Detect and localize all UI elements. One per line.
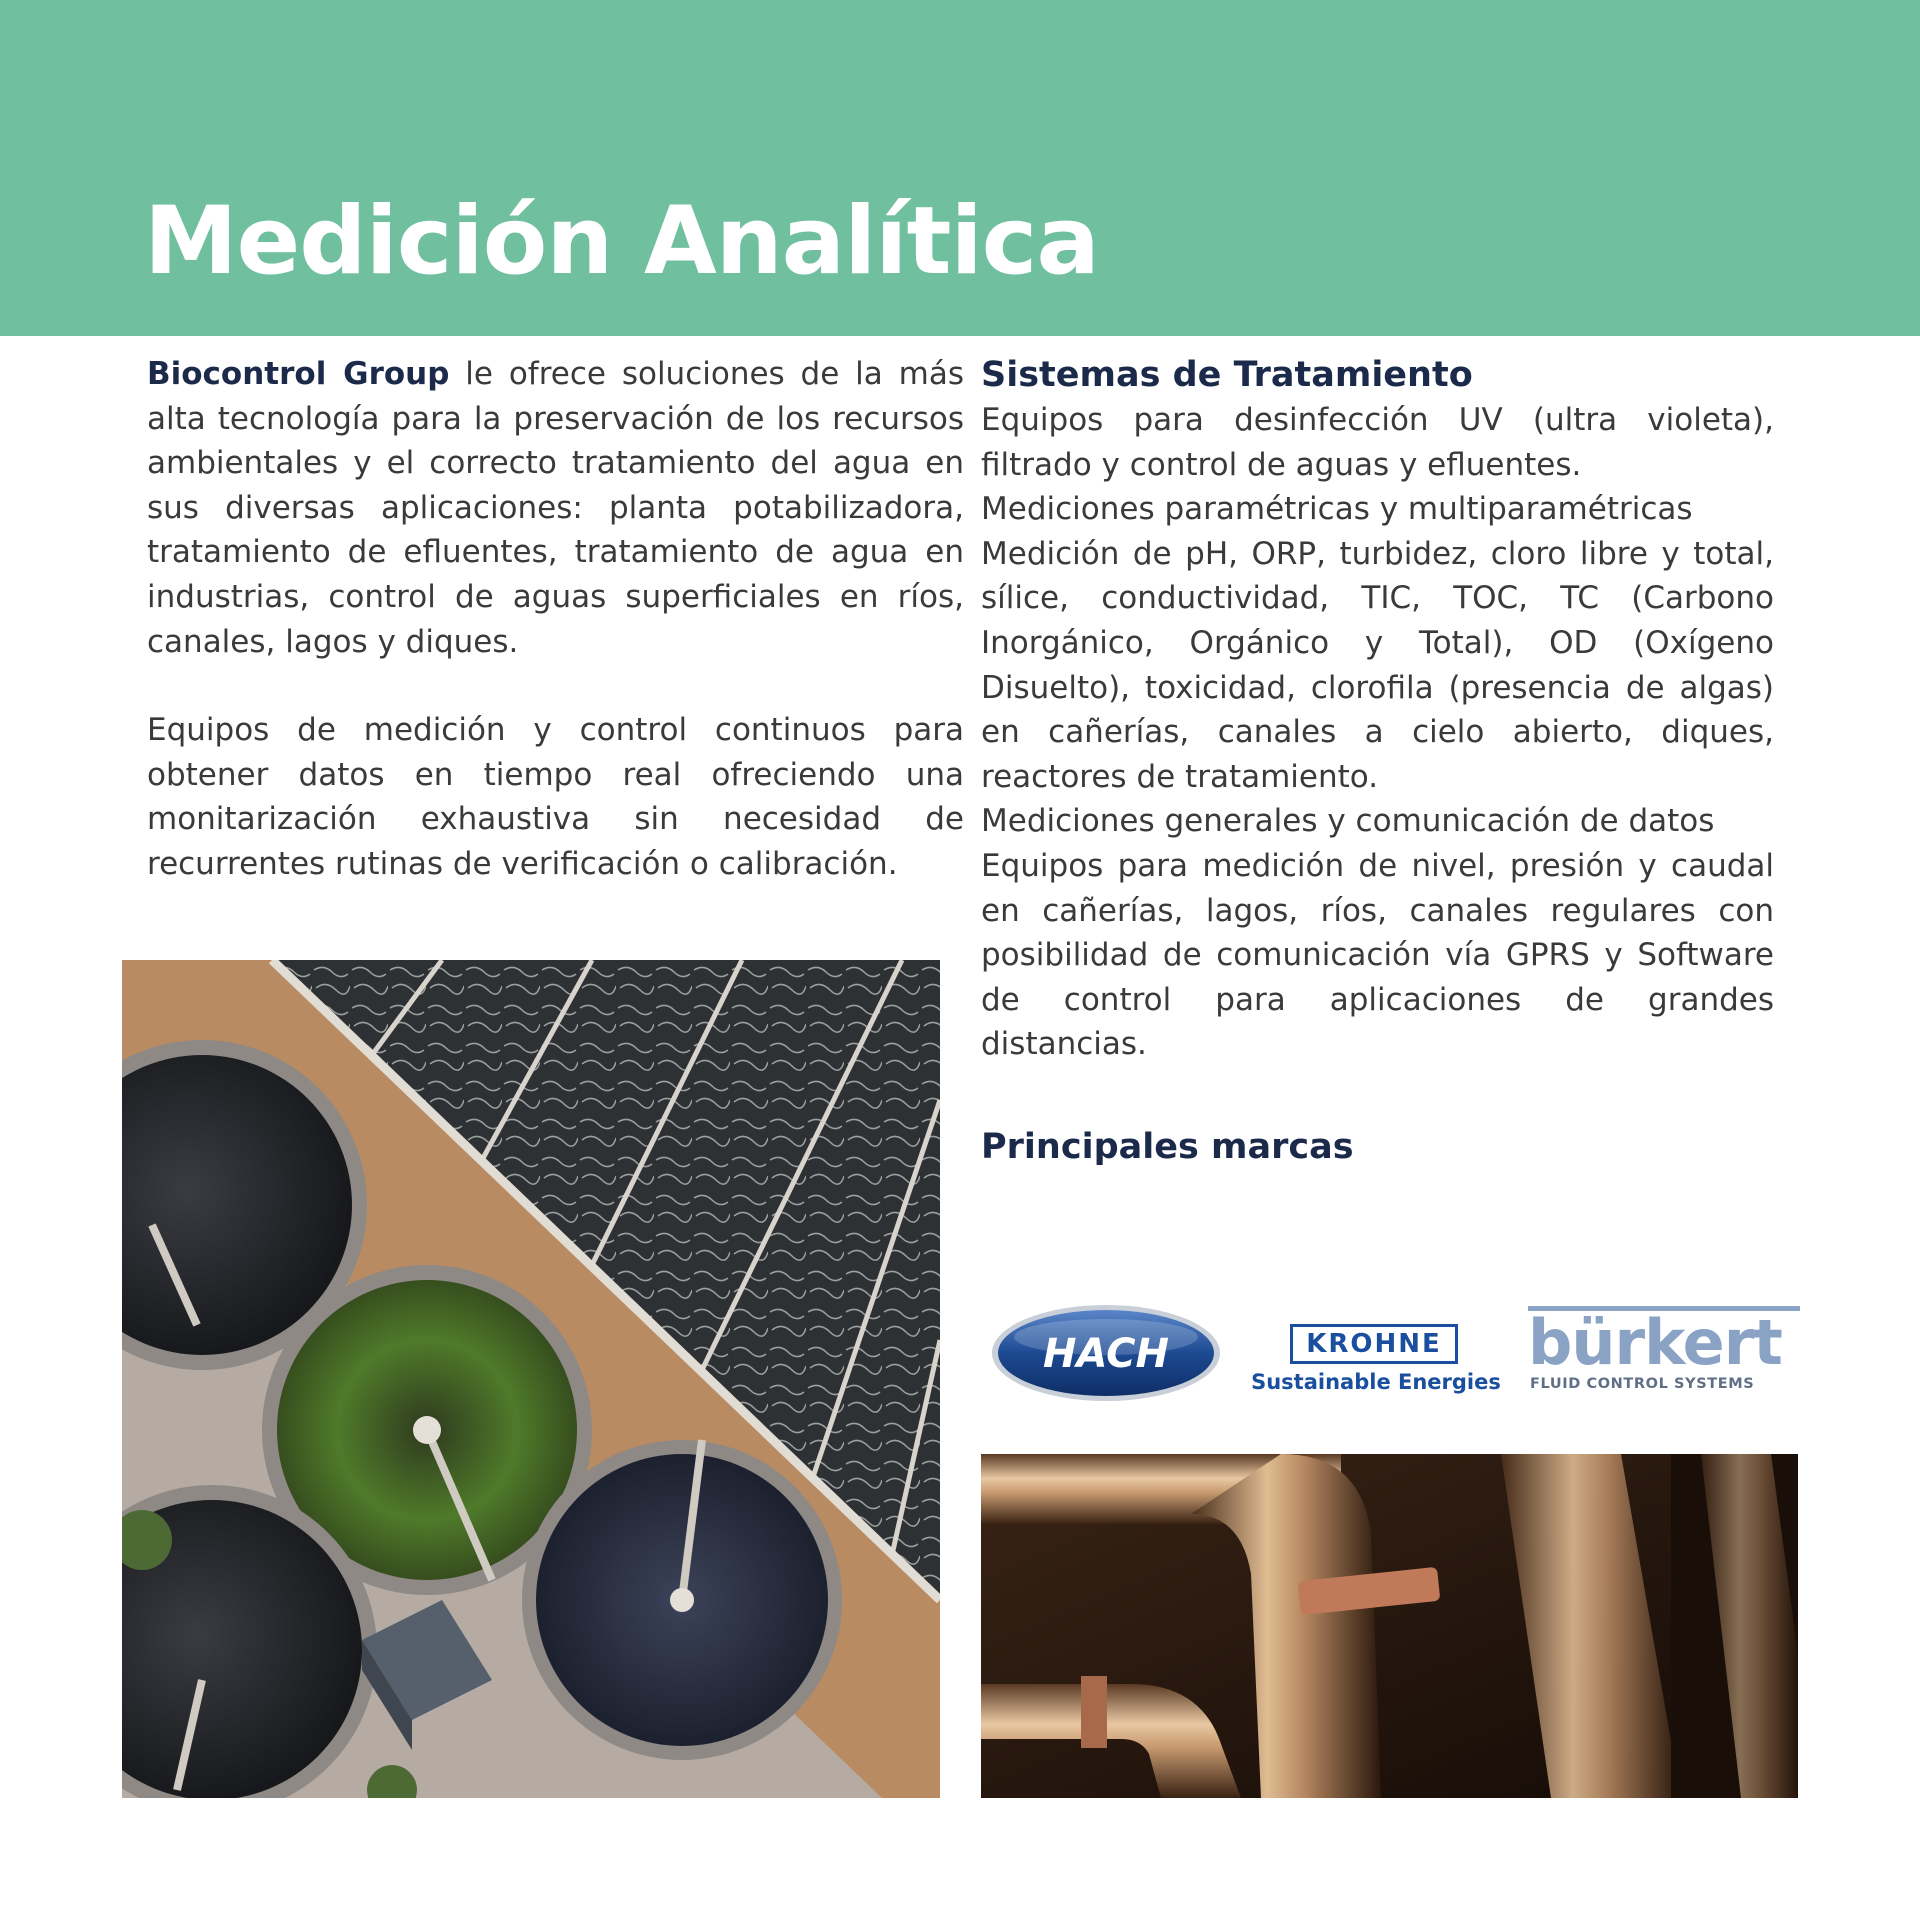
treatment-line-3: Medición de pH, ORP, turbidez, cloro libre y total, sílice, conductividad, TIC, TOC, TC (Carbono Inorgánico, Orgánico y Total), OD (Oxígeno Disuelto), toxicidad, clorofila (presencia de algas) en cañerías, canales a cielo abierto, diques, reactores de tratamiento. [981,535,1774,795]
monitoring-paragraph: Equipos de medición y control continuos para obtener datos en tiempo real ofreciendo una monitarización exhaustiva sin necesidad de recurrentes rutinas de verificación o calibración. [147,712,964,882]
company-name: Biocontrol Group [147,356,450,392]
krohne-tagline: Sustainable Energies [1251,1370,1501,1394]
burkert-tagline: FLUID CONTROL SYSTEMS [1530,1376,1755,1392]
section-heading: Sistemas de Tratamiento [981,355,1473,395]
brands-heading: Principales marcas [981,1127,1354,1167]
intro-paragraph [147,352,964,664]
treatment-line-2: Mediciones paramétricas y multiparamétricas [981,491,1693,528]
right-column [981,352,1774,1067]
hach-logo [990,1303,1223,1403]
left-column [147,352,964,887]
pipes-photo [981,1454,1798,1798]
treatment-line-1: Equipos para desinfección UV (ultra violeta), filtrado y control de aguas y efluentes. [981,402,1774,483]
header-banner [0,0,1920,336]
treatment-line-4: Mediciones generales y comunicación de datos [981,803,1715,840]
krohne-logo [1242,1322,1510,1402]
treatment-line-5: Equipos para medición de nivel, presión y caudal en cañerías, lagos, ríos, canales regulares con posibilidad de comunicación vía GPRS y Software de control para aplicaciones de grandes distancias. [981,847,1774,1063]
hach-logo-text: HACH [1042,1331,1170,1377]
intro-text: le ofrece soluciones de la más alta tecnología para la preservación de los recursos ambientales y el correcto tratamiento del agua en sus diversas aplicaciones: planta potabilizadora, tratamiento de efluentes, tratamiento de agua en industrias, control de aguas superficiales en ríos, canales, lagos y diques. [147,356,964,660]
page-title: Medición Analítica [144,187,1099,296]
treatment-plant-photo [122,960,940,1798]
burkert-wordmark: bürkert [1528,1306,1782,1379]
krohne-wordmark: KROHNE [1290,1324,1458,1364]
burkert-logo [1528,1302,1800,1402]
